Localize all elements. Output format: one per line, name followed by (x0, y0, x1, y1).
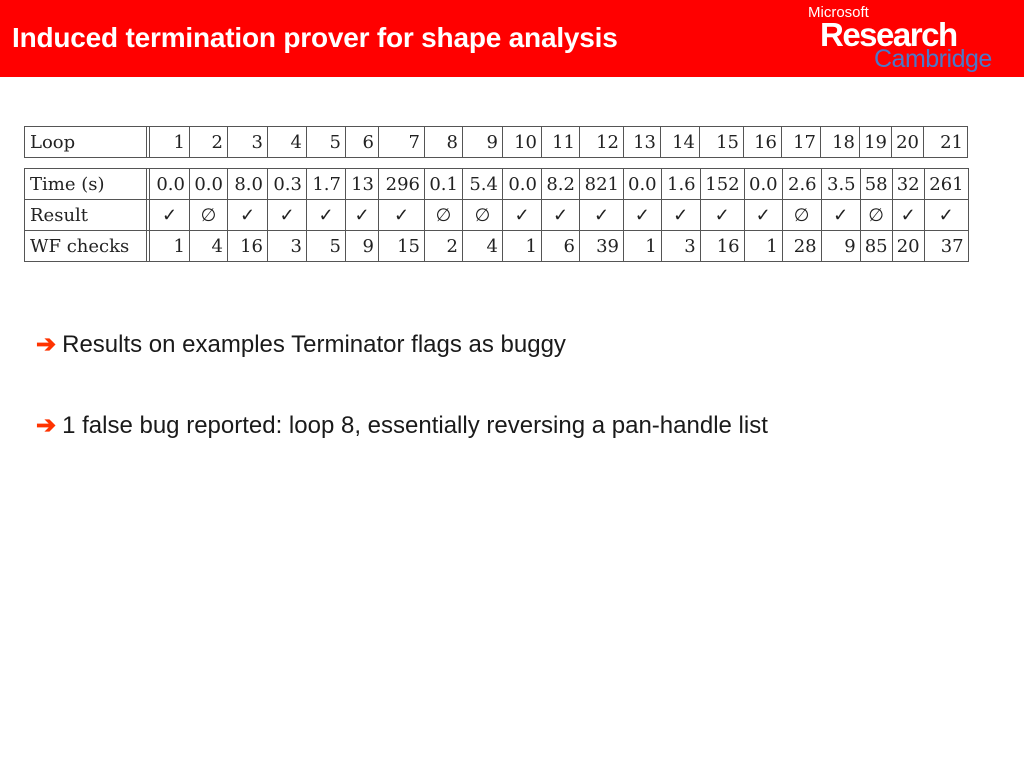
wf-checks-cell: 5 (307, 231, 346, 262)
wf-checks-cell: 20 (892, 231, 924, 262)
time-cell: 1.6 (661, 169, 700, 200)
loop-number-cell: 16 (744, 127, 782, 158)
time-cell: 1.7 (307, 169, 346, 200)
loop-number-cell: 4 (268, 127, 307, 158)
wf-checks-cell: 3 (268, 231, 307, 262)
result-cell: ✓ (346, 200, 379, 231)
loop-number-cell: 15 (700, 127, 744, 158)
time-cell: 13 (346, 169, 379, 200)
result-label: Result (25, 200, 147, 231)
time-cell: 3.5 (821, 169, 860, 200)
result-cell: ✓ (624, 200, 662, 231)
bullet-text: Results on examples Terminator flags as buggy (62, 331, 566, 358)
loop-number-cell: 21 (924, 127, 968, 158)
wf-checks-cell: 16 (228, 231, 268, 262)
loop-number-cell: 2 (190, 127, 228, 158)
wf-checks-cell: 1 (503, 231, 542, 262)
loop-number-cell: 6 (346, 127, 379, 158)
loop-number-table (24, 126, 968, 158)
loop-label: Loop (25, 127, 147, 158)
time-cell: 8.0 (228, 169, 268, 200)
loop-number-cell: 5 (307, 127, 346, 158)
loop-number-cell: 17 (782, 127, 821, 158)
wf-checks-cell: 16 (700, 231, 744, 262)
result-cell: ✓ (150, 200, 190, 231)
loop-number-cell: 12 (580, 127, 624, 158)
result-cell: ✓ (228, 200, 268, 231)
time-cell: 152 (700, 169, 744, 200)
wf-checks-cell: 1 (150, 231, 190, 262)
time-cell: 32 (892, 169, 924, 200)
result-cell: ✓ (700, 200, 744, 231)
loop-number-cell: 9 (463, 127, 503, 158)
time-cell: 5.4 (463, 169, 503, 200)
result-cell: ✓ (542, 200, 580, 231)
loop-number-cell: 8 (425, 127, 463, 158)
wf-checks-cell: 9 (821, 231, 860, 262)
wf-checks-cell: 39 (580, 231, 624, 262)
result-cell: ✓ (661, 200, 700, 231)
wf-checks-cell: 85 (860, 231, 892, 262)
result-cell: ✓ (268, 200, 307, 231)
result-cell: ✓ (379, 200, 425, 231)
time-cell: 0.0 (503, 169, 542, 200)
arrow-right-icon: ➔ (36, 331, 57, 358)
loop-number-cell: 1 (150, 127, 190, 158)
wf-checks-cell: 4 (190, 231, 228, 262)
wf-checks-cell: 3 (661, 231, 700, 262)
loop-number-cell: 10 (503, 127, 542, 158)
loop-number-cell: 20 (892, 127, 924, 158)
loop-number-cell: 7 (379, 127, 425, 158)
wf-checks-row (25, 231, 969, 262)
time-cell: 0.0 (150, 169, 190, 200)
logo-microsoft-text: Microsoft (808, 4, 869, 21)
loop-number-cell: 3 (228, 127, 268, 158)
bullet-item (36, 411, 768, 440)
logo-cambridge-text: Cambridge (874, 45, 992, 73)
time-cell: 296 (379, 169, 425, 200)
result-cell: ✓ (924, 200, 968, 231)
wf-checks-cell: 37 (924, 231, 968, 262)
result-cell: ✓ (744, 200, 782, 231)
loop-number-cell: 14 (661, 127, 700, 158)
result-cell: ✓ (821, 200, 860, 231)
time-cell: 0.0 (624, 169, 662, 200)
time-label: Time (s) (25, 169, 147, 200)
wf-checks-cell: 4 (463, 231, 503, 262)
time-cell: 2.6 (782, 169, 821, 200)
slide-title: Induced termination prover for shape analysis (12, 22, 618, 53)
time-cell: 0.3 (268, 169, 307, 200)
wf-checks-cell: 6 (542, 231, 580, 262)
result-cell: ✓ (580, 200, 624, 231)
result-cell: ✓ (892, 200, 924, 231)
time-cell: 58 (860, 169, 892, 200)
bullet-item (36, 330, 566, 359)
time-cell: 0.1 (425, 169, 463, 200)
loop-number-cell: 11 (542, 127, 580, 158)
time-cell: 821 (580, 169, 624, 200)
time-cell: 261 (924, 169, 968, 200)
result-cell: ✓ (307, 200, 346, 231)
time-cell: 0.0 (744, 169, 782, 200)
wf-checks-cell: 2 (425, 231, 463, 262)
loop-number-cell: 13 (624, 127, 661, 158)
wf-checks-cell: 1 (744, 231, 782, 262)
time-row (25, 169, 969, 200)
loop-number-cell: 18 (821, 127, 860, 158)
microsoft-research-cambridge-logo (808, 4, 1013, 74)
result-cell: ∅ (860, 200, 892, 231)
result-cell: ∅ (782, 200, 821, 231)
result-cell: ∅ (425, 200, 463, 231)
wf-checks-cell: 15 (379, 231, 425, 262)
wf-checks-cell: 9 (346, 231, 379, 262)
result-cell: ✓ (503, 200, 542, 231)
result-cell: ∅ (190, 200, 228, 231)
arrow-right-icon: ➔ (36, 412, 57, 439)
wf-checks-cell: 1 (624, 231, 662, 262)
result-cell: ∅ (463, 200, 503, 231)
wf-checks-cell: 28 (782, 231, 821, 262)
time-cell: 0.0 (190, 169, 228, 200)
result-row (25, 200, 969, 231)
results-table (24, 168, 969, 262)
title-bar (0, 0, 1024, 77)
wf-checks-label: WF checks (25, 231, 147, 262)
loop-number-cell: 19 (860, 127, 892, 158)
logo-research-text: Research (820, 16, 957, 53)
bullet-text: 1 false bug reported: loop 8, essentially reversing a pan-handle list (62, 412, 768, 439)
loop-row (25, 127, 968, 158)
time-cell: 8.2 (542, 169, 580, 200)
